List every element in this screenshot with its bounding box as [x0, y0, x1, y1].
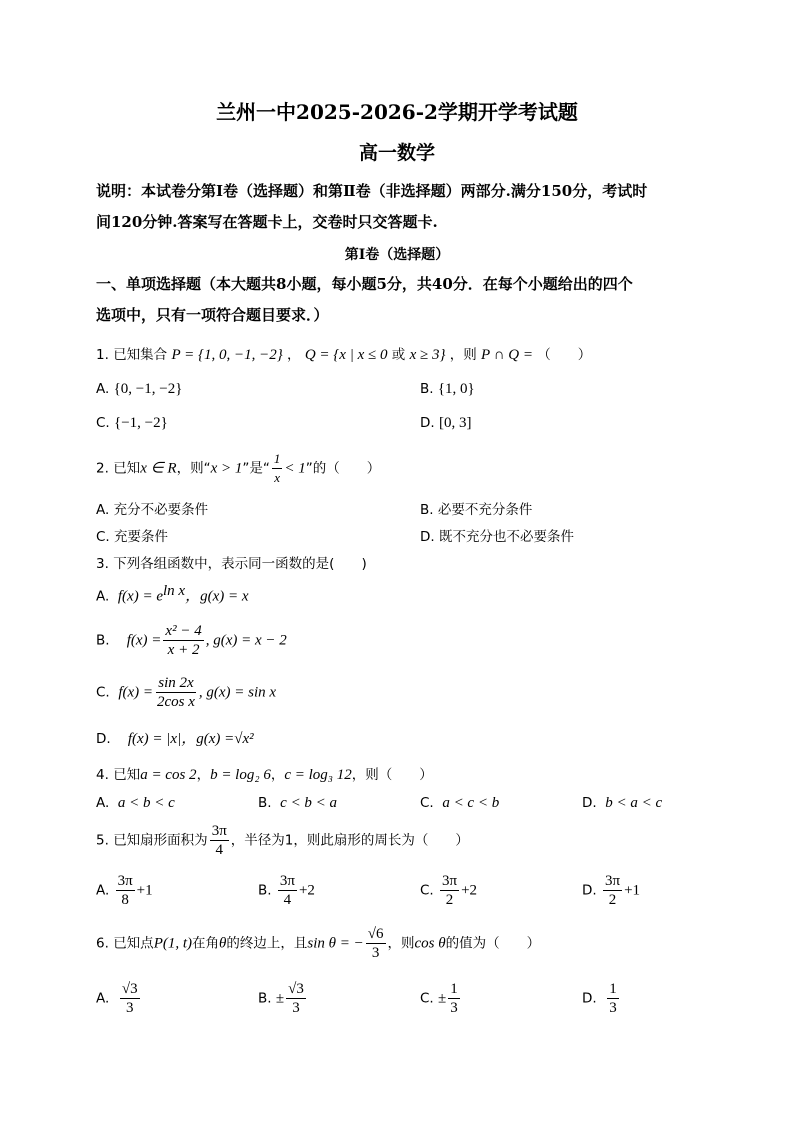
- q3-option-d[interactable]: D. f(x) = |x|，g(x) =√x²: [96, 731, 254, 747]
- section-heading-line2: 选项中，只有一项符合题目要求．）: [96, 306, 329, 324]
- question-number: 3.: [96, 556, 109, 572]
- q6-option-c[interactable]: C. ± $\frac{1}{3}$: [420, 981, 458, 1016]
- q2-option-c[interactable]: C. 充要条件: [96, 529, 169, 545]
- q3-option-c[interactable]: C. f(x) = $\frac{\sin 2x}{\text{2cos x}}$ , g(x) = sin x: [96, 675, 277, 710]
- q5-option-b[interactable]: B. $\frac{3\pi}{4}$ +2: [258, 873, 315, 908]
- q2-option-d[interactable]: D. 既不充分也不必要条件: [420, 529, 574, 545]
- q2-option-a[interactable]: A. 充分不必要条件: [96, 502, 209, 518]
- q4-option-d[interactable]: D. b < a < c: [582, 795, 663, 811]
- q1-option-c[interactable]: C. {−1, −2}: [96, 415, 168, 431]
- q6-option-a[interactable]: A. $\frac{√3}{3}$: [96, 981, 138, 1016]
- q4-option-c[interactable]: C. a < c < b: [420, 795, 500, 811]
- q5-option-d[interactable]: D. $\frac{3\pi}{2}$ +1: [582, 873, 641, 908]
- question-number: 2.: [96, 460, 109, 477]
- question-number: 5.: [96, 832, 109, 849]
- q3-option-a[interactable]: A. $f(x) = e^{ln x}$，g(x) = x: [96, 583, 249, 605]
- q4-option-b[interactable]: B. c < b < a: [258, 795, 338, 811]
- question-number: 6.: [96, 935, 109, 952]
- question-6: 6. 已知点P(1, t)在角θ的终边上，且sin θ = − $\frac{√6}{3}$ ，则cos θ的值为（ ）: [96, 926, 541, 961]
- question-number: 4.: [96, 767, 109, 783]
- exam-subject: 高一数学: [358, 142, 435, 164]
- q1-option-a[interactable]: A. {0, −1, −2}: [96, 381, 183, 397]
- section-title: 第Ⅰ卷（选择题）: [344, 247, 450, 263]
- instructions-line2: 间120分钟.答案写在答题卡上，交卷时只交答题卡.: [96, 213, 438, 231]
- q5-option-c[interactable]: C. $\frac{3\pi}{2}$ +2: [420, 873, 478, 908]
- question-3: 3. 下列各组函数中，表示同一函数的是( ): [96, 556, 367, 572]
- q6-option-b[interactable]: B. ± $\frac{√3}{3}$: [258, 981, 304, 1016]
- question-1: 1. 已知集合 P = {1, 0, −1, −2} ， Q = {x | x ≤ 0 或 x ≥ 3} ，则 P ∩ Q = （ ）: [96, 347, 592, 363]
- q5-option-a[interactable]: A. $\frac{3\pi}{8}$ +1: [96, 873, 153, 908]
- question-4: 4. 已知a = cos 2，b = log₂ 6，c = log₃ 12，则（ ）: [96, 767, 433, 783]
- q2-option-b[interactable]: B. 必要不充分条件: [420, 502, 533, 518]
- instructions-line1: 说明：本试卷分第Ⅰ卷（选择题）和第Ⅱ卷（非选择题）两部分.满分150分，考试时: [96, 182, 648, 200]
- q4-option-a[interactable]: A. a < b < c: [96, 795, 175, 811]
- section-heading-line1: 一、单项选择题（本大题共8小题，每小题5分，共40分．在每个小题给出的四个: [96, 275, 633, 293]
- question-5: 5. 已知扇形面积为 $\frac{3\pi}{4}$ ，半径为1，则此扇形的周长为（ ）: [96, 823, 469, 858]
- question-number: 1.: [96, 347, 109, 363]
- exam-title: 兰州一中2025-2026-2学期开学考试题: [216, 100, 578, 124]
- q3-option-b[interactable]: B. f(x) = $\frac{\text{x² − 4}}{x + 2}$ , g(x) = x − 2: [96, 623, 287, 658]
- question-2: 2. 已知x ∈ R，则“x > 1”是“ $\frac{1}{x}$ < 1”的（ ）: [96, 451, 381, 485]
- q1-option-b[interactable]: B. {1, 0}: [420, 381, 475, 397]
- q6-option-d[interactable]: D. $\frac{1}{3}$: [582, 981, 617, 1016]
- q1-option-d[interactable]: D. [0, 3]: [420, 415, 472, 431]
